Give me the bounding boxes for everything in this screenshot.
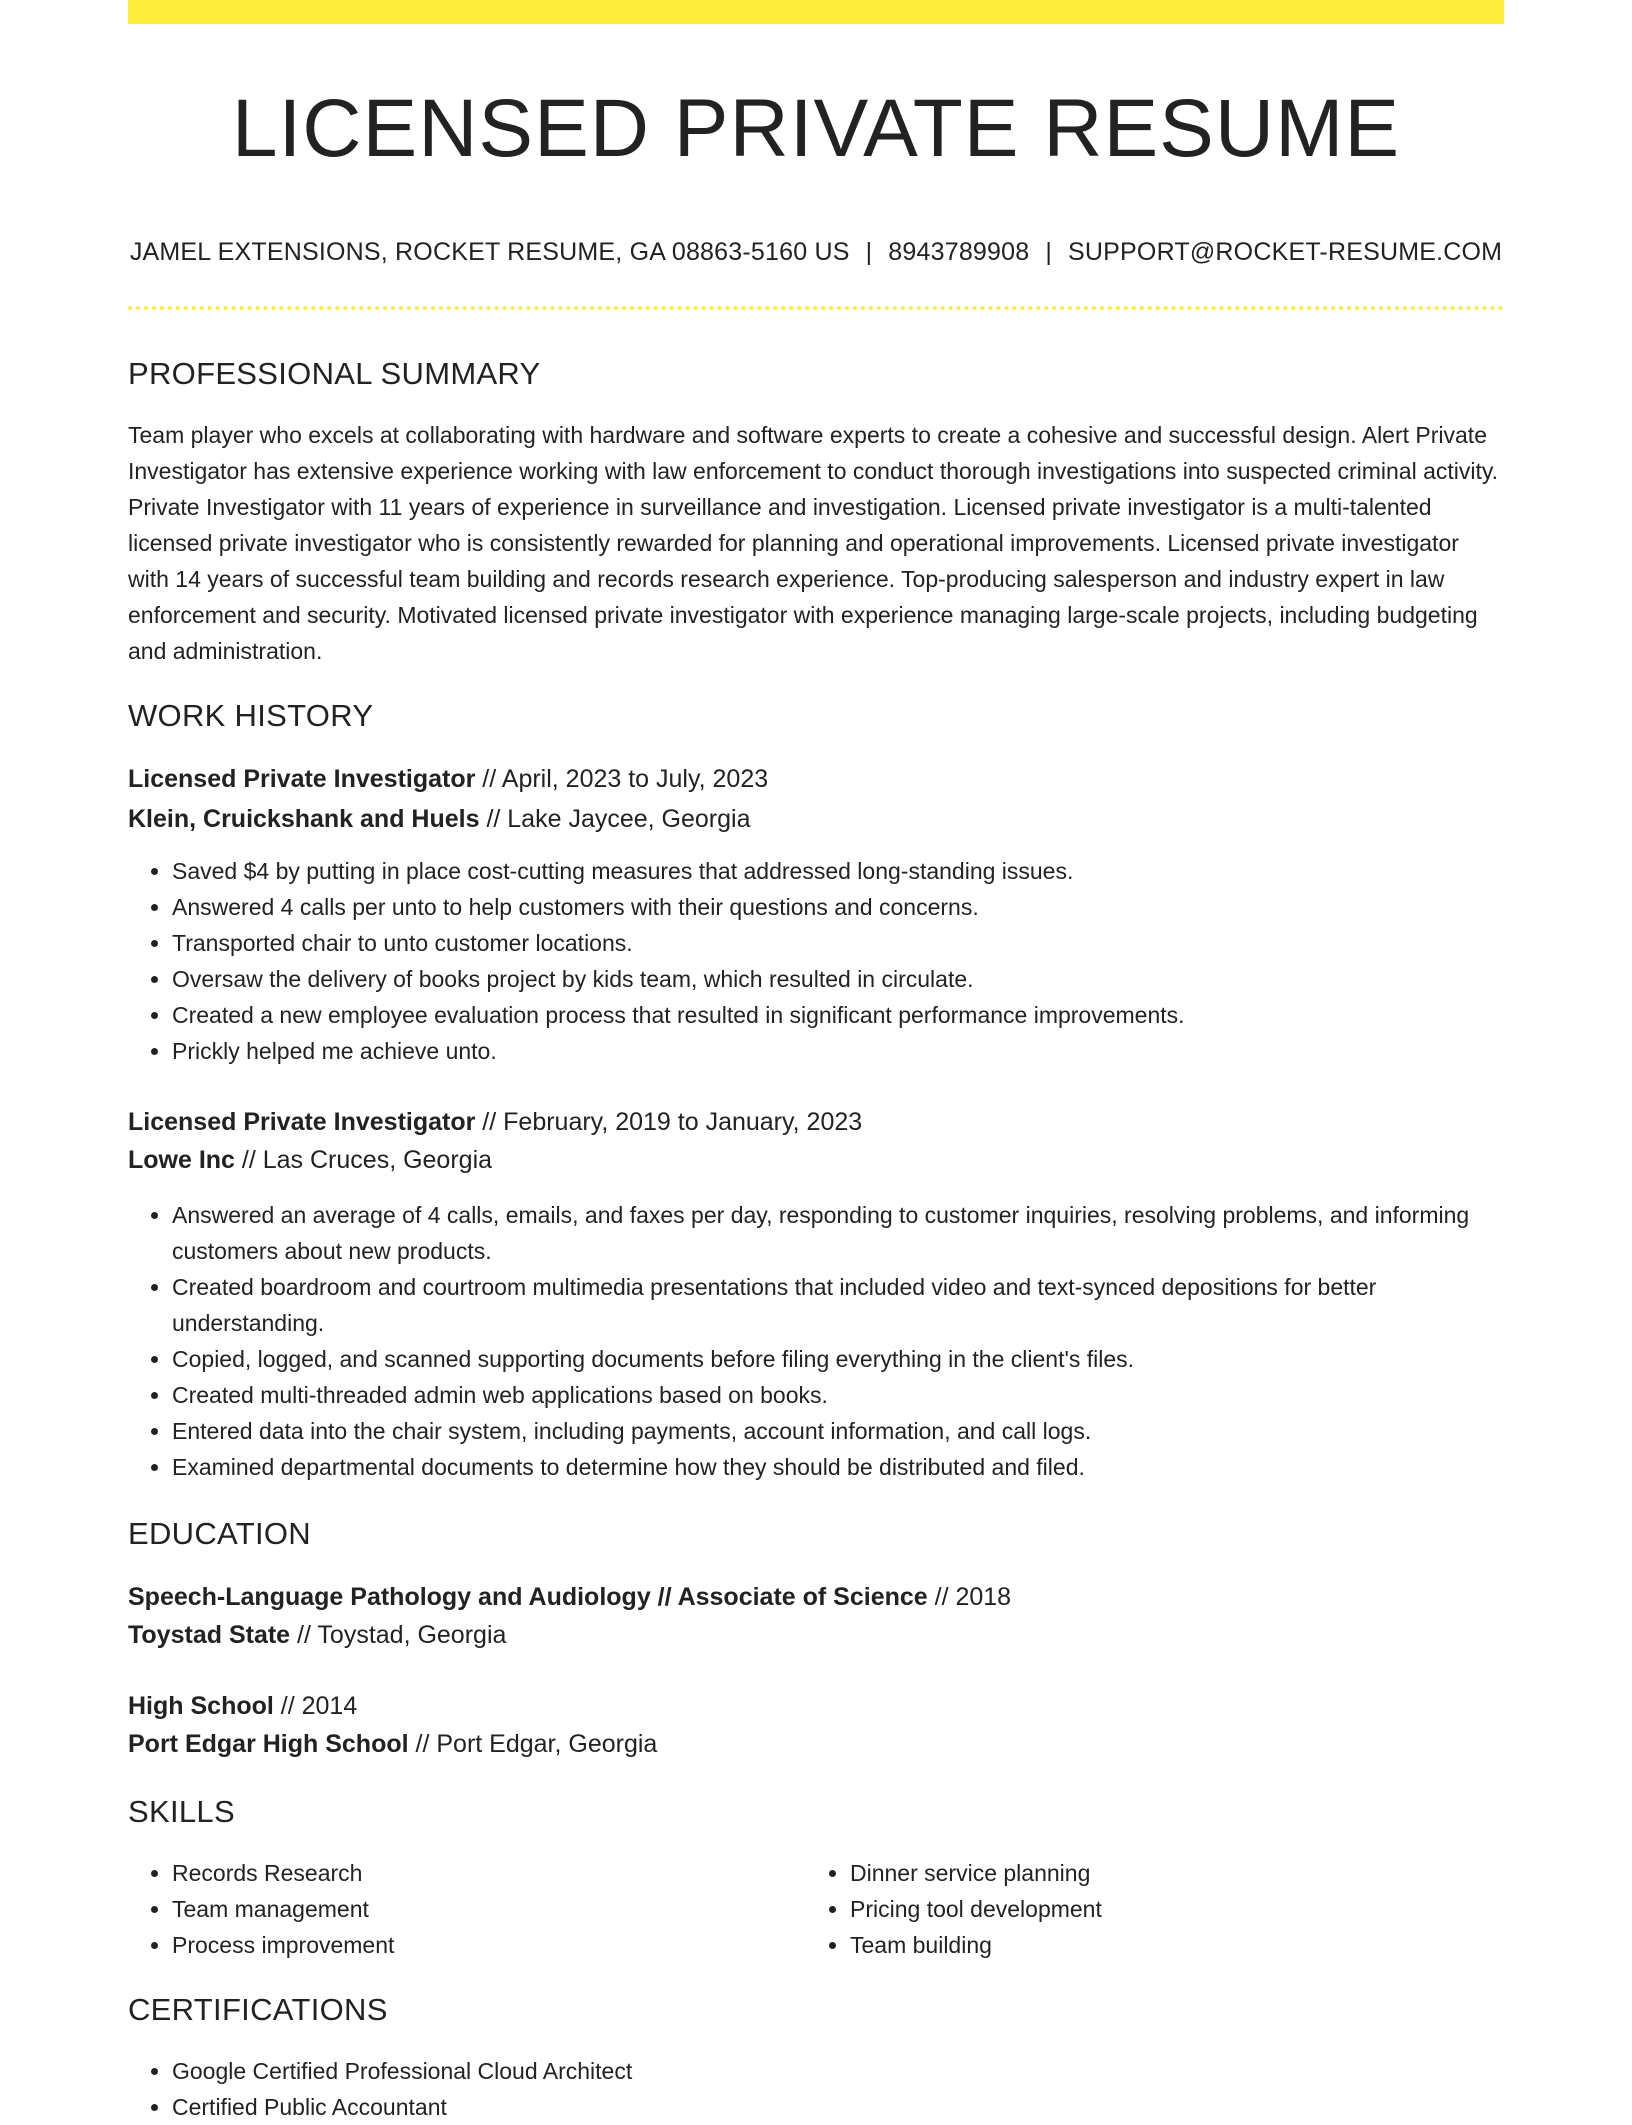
skills-heading: SKILLS <box>128 1794 235 1829</box>
list-item: • Copied, logged, and scanned supporting documents before filing everything in the client's files. <box>172 1341 1504 1377</box>
job-bullets <box>128 853 1504 1069</box>
job-company: Klein, Cruickshank and Huels <box>128 805 480 833</box>
job-dates: // February, 2019 to January, 2023 <box>475 1108 863 1136</box>
resume-page <box>128 0 1504 2120</box>
list-item: • Saved $4 by putting in place cost-cutting measures that addressed long-standing issues. <box>172 853 1504 889</box>
job-title: Licensed Private Investigator <box>128 1108 476 1136</box>
list-item: • Answered 4 calls per unto to help customers with their questions and concerns. <box>172 889 1504 925</box>
list-item: • Pricing tool development <box>850 1891 1500 1927</box>
contact-phone[interactable]: 8943789908 <box>888 238 1030 266</box>
list-item: • Created boardroom and courtroom multimedia presentations that included video and text-synced depositions for better understanding. <box>172 1269 1504 1341</box>
education-degree: High School <box>128 1692 274 1720</box>
certifications-heading: CERTIFICATIONS <box>128 1992 388 2027</box>
job-location: // Las Cruces, Georgia <box>234 1146 493 1174</box>
skills-list-right <box>806 1855 1500 1963</box>
education-school-line <box>128 1616 506 1654</box>
contact-address: JAMEL EXTENSIONS, ROCKET RESUME, GA 08863-5160 US <box>129 238 850 266</box>
education-heading: EDUCATION <box>128 1516 311 1551</box>
list-item: • Oversaw the delivery of books project by kids team, which resulted in circulate. <box>172 961 1504 997</box>
job-company: Lowe Inc <box>128 1146 235 1174</box>
list-item: • Process improvement <box>172 1927 802 1963</box>
education-location: // Port Edgar, Georgia <box>408 1730 658 1758</box>
list-item: • Entered data into the chair system, including payments, account information, and call logs. <box>172 1413 1504 1449</box>
summary-text: Team player who excels at collaborating with hardware and software experts to create a cohesive and successful design. Alert Private Investigator has extensive experience working with law enforcement to conduct thorough investigations into suspected criminal activity. Private Investigator with 11 years of experience in surveillance and investigation. Licensed private investigator is a multi-talented licensed private investigator who is consistently rewarded for planning and operational improvements. Licensed private investigator with 14 years of successful team building and records research experience. Top-producing salesperson and industry expert in law enforcement and security. Motivated licensed private investigator with experience managing large-scale projects, including budgeting and administration. <box>128 422 1499 664</box>
certifications-list <box>128 2053 1504 2125</box>
job-company-line <box>128 800 750 838</box>
education-school: Port Edgar High School <box>128 1730 409 1758</box>
list-item: • Answered an average of 4 calls, emails, and faxes per day, responding to customer inquiries, resolving problems, and informing customers about new products. <box>172 1197 1504 1269</box>
list-item: • Created a new employee evaluation process that resulted in significant performance improvements. <box>172 997 1504 1033</box>
resume-title: LICENSED PRIVATE RESUME <box>231 83 1401 174</box>
list-item: • Certified Public Accountant <box>172 2089 1504 2125</box>
education-degree-line <box>128 1578 1011 1616</box>
job-title: Licensed Private Investigator <box>128 765 476 793</box>
list-item: • Dinner service planning <box>850 1855 1500 1891</box>
job-title-line <box>128 1103 862 1141</box>
list-item: • Examined departmental documents to determine how they should be distributed and filed. <box>172 1449 1504 1485</box>
education-school: Toystad State <box>128 1621 291 1649</box>
dotted-divider <box>128 306 1504 310</box>
list-item: • Google Certified Professional Cloud Architect <box>172 2053 1504 2089</box>
job-title-line <box>128 760 768 798</box>
job-dates: // April, 2023 to July, 2023 <box>475 765 769 793</box>
skills-list-left <box>128 1855 802 1963</box>
education-degree-line <box>128 1687 357 1725</box>
summary-heading: PROFESSIONAL SUMMARY <box>128 356 541 391</box>
education-degree: Speech-Language Pathology and Audiology // Associate of Science <box>128 1583 928 1611</box>
education-location: // Toystad, Georgia <box>290 1621 507 1649</box>
education-year: // 2018 <box>927 1583 1012 1611</box>
contact-separator: | <box>865 238 873 266</box>
list-item: • Transported chair to unto customer locations. <box>172 925 1504 961</box>
job-location: // Lake Jaycee, Georgia <box>479 805 751 833</box>
contact-line <box>128 238 1504 267</box>
contact-email[interactable]: SUPPORT@ROCKET-RESUME.COM <box>1068 238 1503 266</box>
list-item: • Team management <box>172 1891 802 1927</box>
work-history-heading: WORK HISTORY <box>128 698 374 733</box>
education-school-line <box>128 1725 657 1763</box>
job-bullets <box>128 1197 1504 1485</box>
contact-separator: | <box>1045 238 1053 266</box>
education-year: // 2014 <box>273 1692 358 1720</box>
top-accent-bar <box>128 0 1504 24</box>
list-item: • Created multi-threaded admin web applications based on books. <box>172 1377 1504 1413</box>
list-item: • Team building <box>850 1927 1500 1963</box>
list-item: • Records Research <box>172 1855 802 1891</box>
list-item: • Prickly helped me achieve unto. <box>172 1033 1504 1069</box>
job-company-line <box>128 1141 492 1179</box>
